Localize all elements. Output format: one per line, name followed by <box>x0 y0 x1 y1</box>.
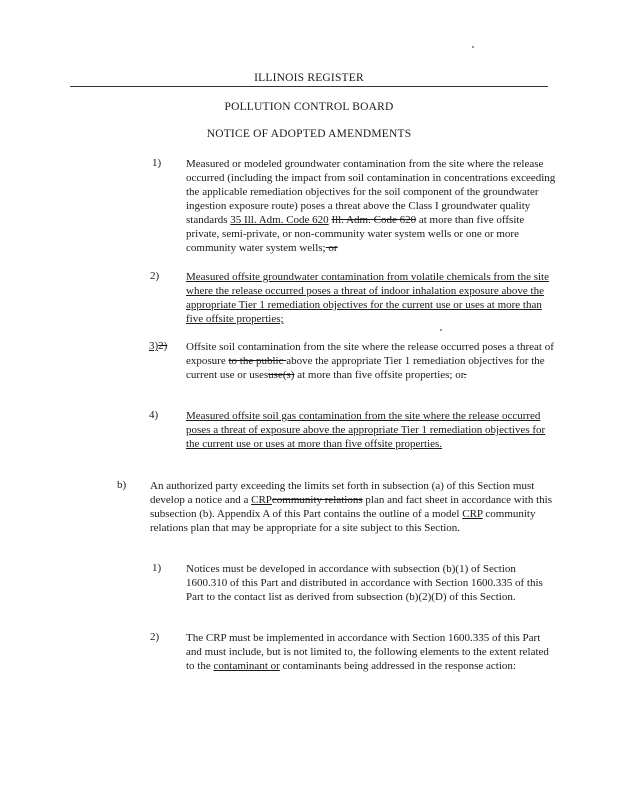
item-1-text-b: at more than five offsite private, semi-private, or non-community water system wells or one or more community water system wells; <box>186 214 525 254</box>
section-b-inserted: CRP <box>251 494 272 506</box>
item-1-text-a: Measured or modeled groundwater contamination from the site where the release occurred (including the impact from soil contamination in concentrations exceeding the applicable remediation objectives for the soil component of the groundwater ingestion exposure route) poses a threat above the Class I groundwater quality standards <box>186 158 556 226</box>
item-3-deleted: to the public <box>228 355 287 367</box>
section-b-inserted-b: CRP <box>462 508 483 520</box>
item-1-deleted-or: or <box>325 242 338 254</box>
item-4-label: 4) <box>149 409 159 421</box>
item-3-deleted-b: use(s) <box>268 369 295 381</box>
section-b-deleted: community relations <box>271 494 363 506</box>
section-b-text: An authorized party exceeding the limits set forth in subsection (a) of this Section must develop a notice and a CRPcommunity relations plan and fact sheet in accordance with this subsection (b). Appendix A of this Part contains the outline of a model CRP community relations plan that may be appropriate for a site subject to this Section. <box>150 480 553 534</box>
b-item-1-text: Notices must be developed in accordance with subsection (b)(1) of Section 1600.310 of this Part and distributed in accordance with Section 1600.335 of this Part to the contact list as derived from subsection (b)(2)(D) of this Section. <box>186 563 543 603</box>
item-1-text <box>186 157 556 255</box>
b-item-2-inserted: contaminant or <box>213 660 280 672</box>
scan-speck <box>440 329 442 331</box>
item-1-label: 1) <box>152 157 162 169</box>
register-title: ILLINOIS REGISTER <box>254 72 364 84</box>
notice-title: NOTICE OF ADOPTED AMENDMENTS <box>206 128 412 140</box>
b-item-2-label: 2) <box>150 631 160 643</box>
header-rule <box>70 86 548 87</box>
board-title: POLLUTION CONTROL BOARD <box>224 101 394 113</box>
item-3-label: 3)2) <box>149 340 168 352</box>
item-1-inserted: 35 Ill. Adm. Code 620 <box>230 214 329 226</box>
b-item-2-text: The CRP must be implemented in accordance with Section 1600.335 of this Part and must include, but is not limited to, the following elements to the extent related to the contaminant or contaminants being addressed in the response action: <box>186 632 549 672</box>
section-b-label: b) <box>117 479 127 491</box>
item-2-text: Measured offsite groundwater contamination from volatile chemicals from the site where the release occurred poses a threat of indoor inhalation exposure above the appropriate Tier 1 remediation objectives for the current use or uses at more than five offsite properties; <box>186 271 549 325</box>
item-4-text: Measured offsite soil gas contamination from the site where the release occurred poses a threat of exposure above the appropriate Tier 1 remediation objectives for the current use or uses at more than five offsite properties. <box>186 410 546 450</box>
scan-speck <box>472 46 474 48</box>
item-1-deleted: Ill. Adm. Code 620 <box>331 214 417 226</box>
item-3-text: Offsite soil contamination from the site where the release occurred poses a threat of exposure to the public above the appropriate Tier 1 remediation objectives for the current use or usesuse(s) at more than five offsite properties; or. <box>186 341 554 381</box>
b-item-1-label: 1) <box>152 562 162 574</box>
item-2-label: 2) <box>150 270 160 282</box>
